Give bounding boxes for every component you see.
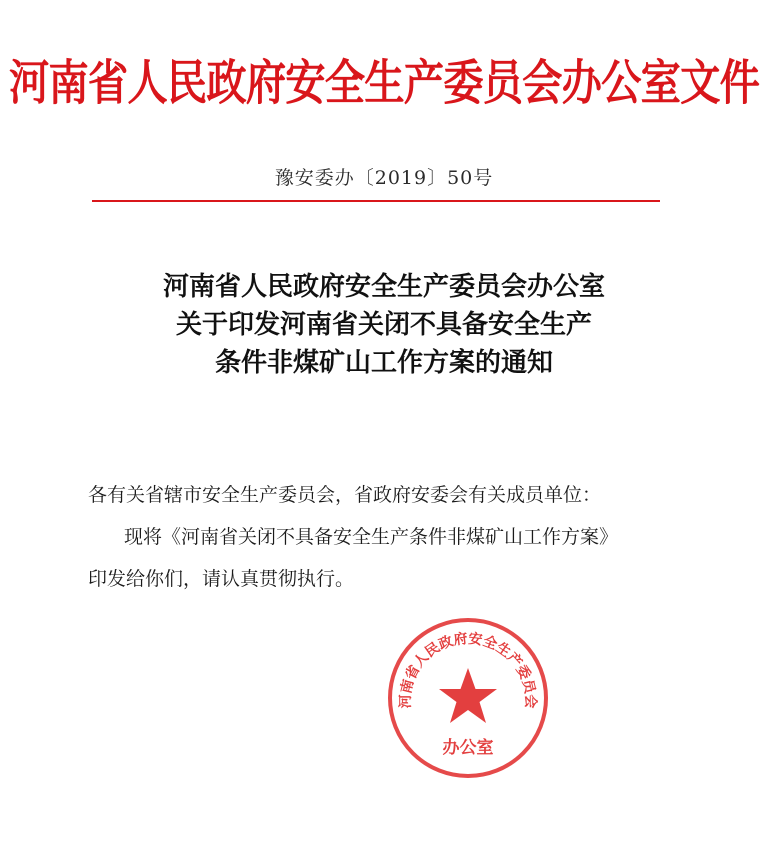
document-masthead: 河南省人民政府安全生产委员会办公室文件 [8, 54, 760, 111]
document-title [0, 268, 768, 382]
seal-ring-text: 河南省人民政府安全生产委员会 [397, 630, 539, 709]
official-seal [386, 616, 550, 780]
document-number: 豫安委办〔2019〕50号 [274, 167, 494, 189]
title-line-3: 条件非煤矿山工作方案的通知 [214, 348, 553, 378]
body-paragraph-line-2: 印发给你们，请认真贯彻执行。 [88, 568, 355, 590]
salutation: 各有关省辖市安全生产委员会，省政府安委会有关成员单位： [88, 484, 602, 506]
body-paragraph-line-1: 现将《河南省关闭不具备安全生产条件非煤矿山工作方案》 [124, 526, 619, 548]
seal-center-text: 办公室 [442, 738, 494, 758]
title-line-2: 关于印发河南省关闭不具备安全生产 [175, 310, 592, 340]
red-divider-line [92, 200, 660, 202]
title-line-1: 河南省人民政府安全生产委员会办公室 [162, 272, 605, 302]
star-icon [439, 668, 497, 723]
